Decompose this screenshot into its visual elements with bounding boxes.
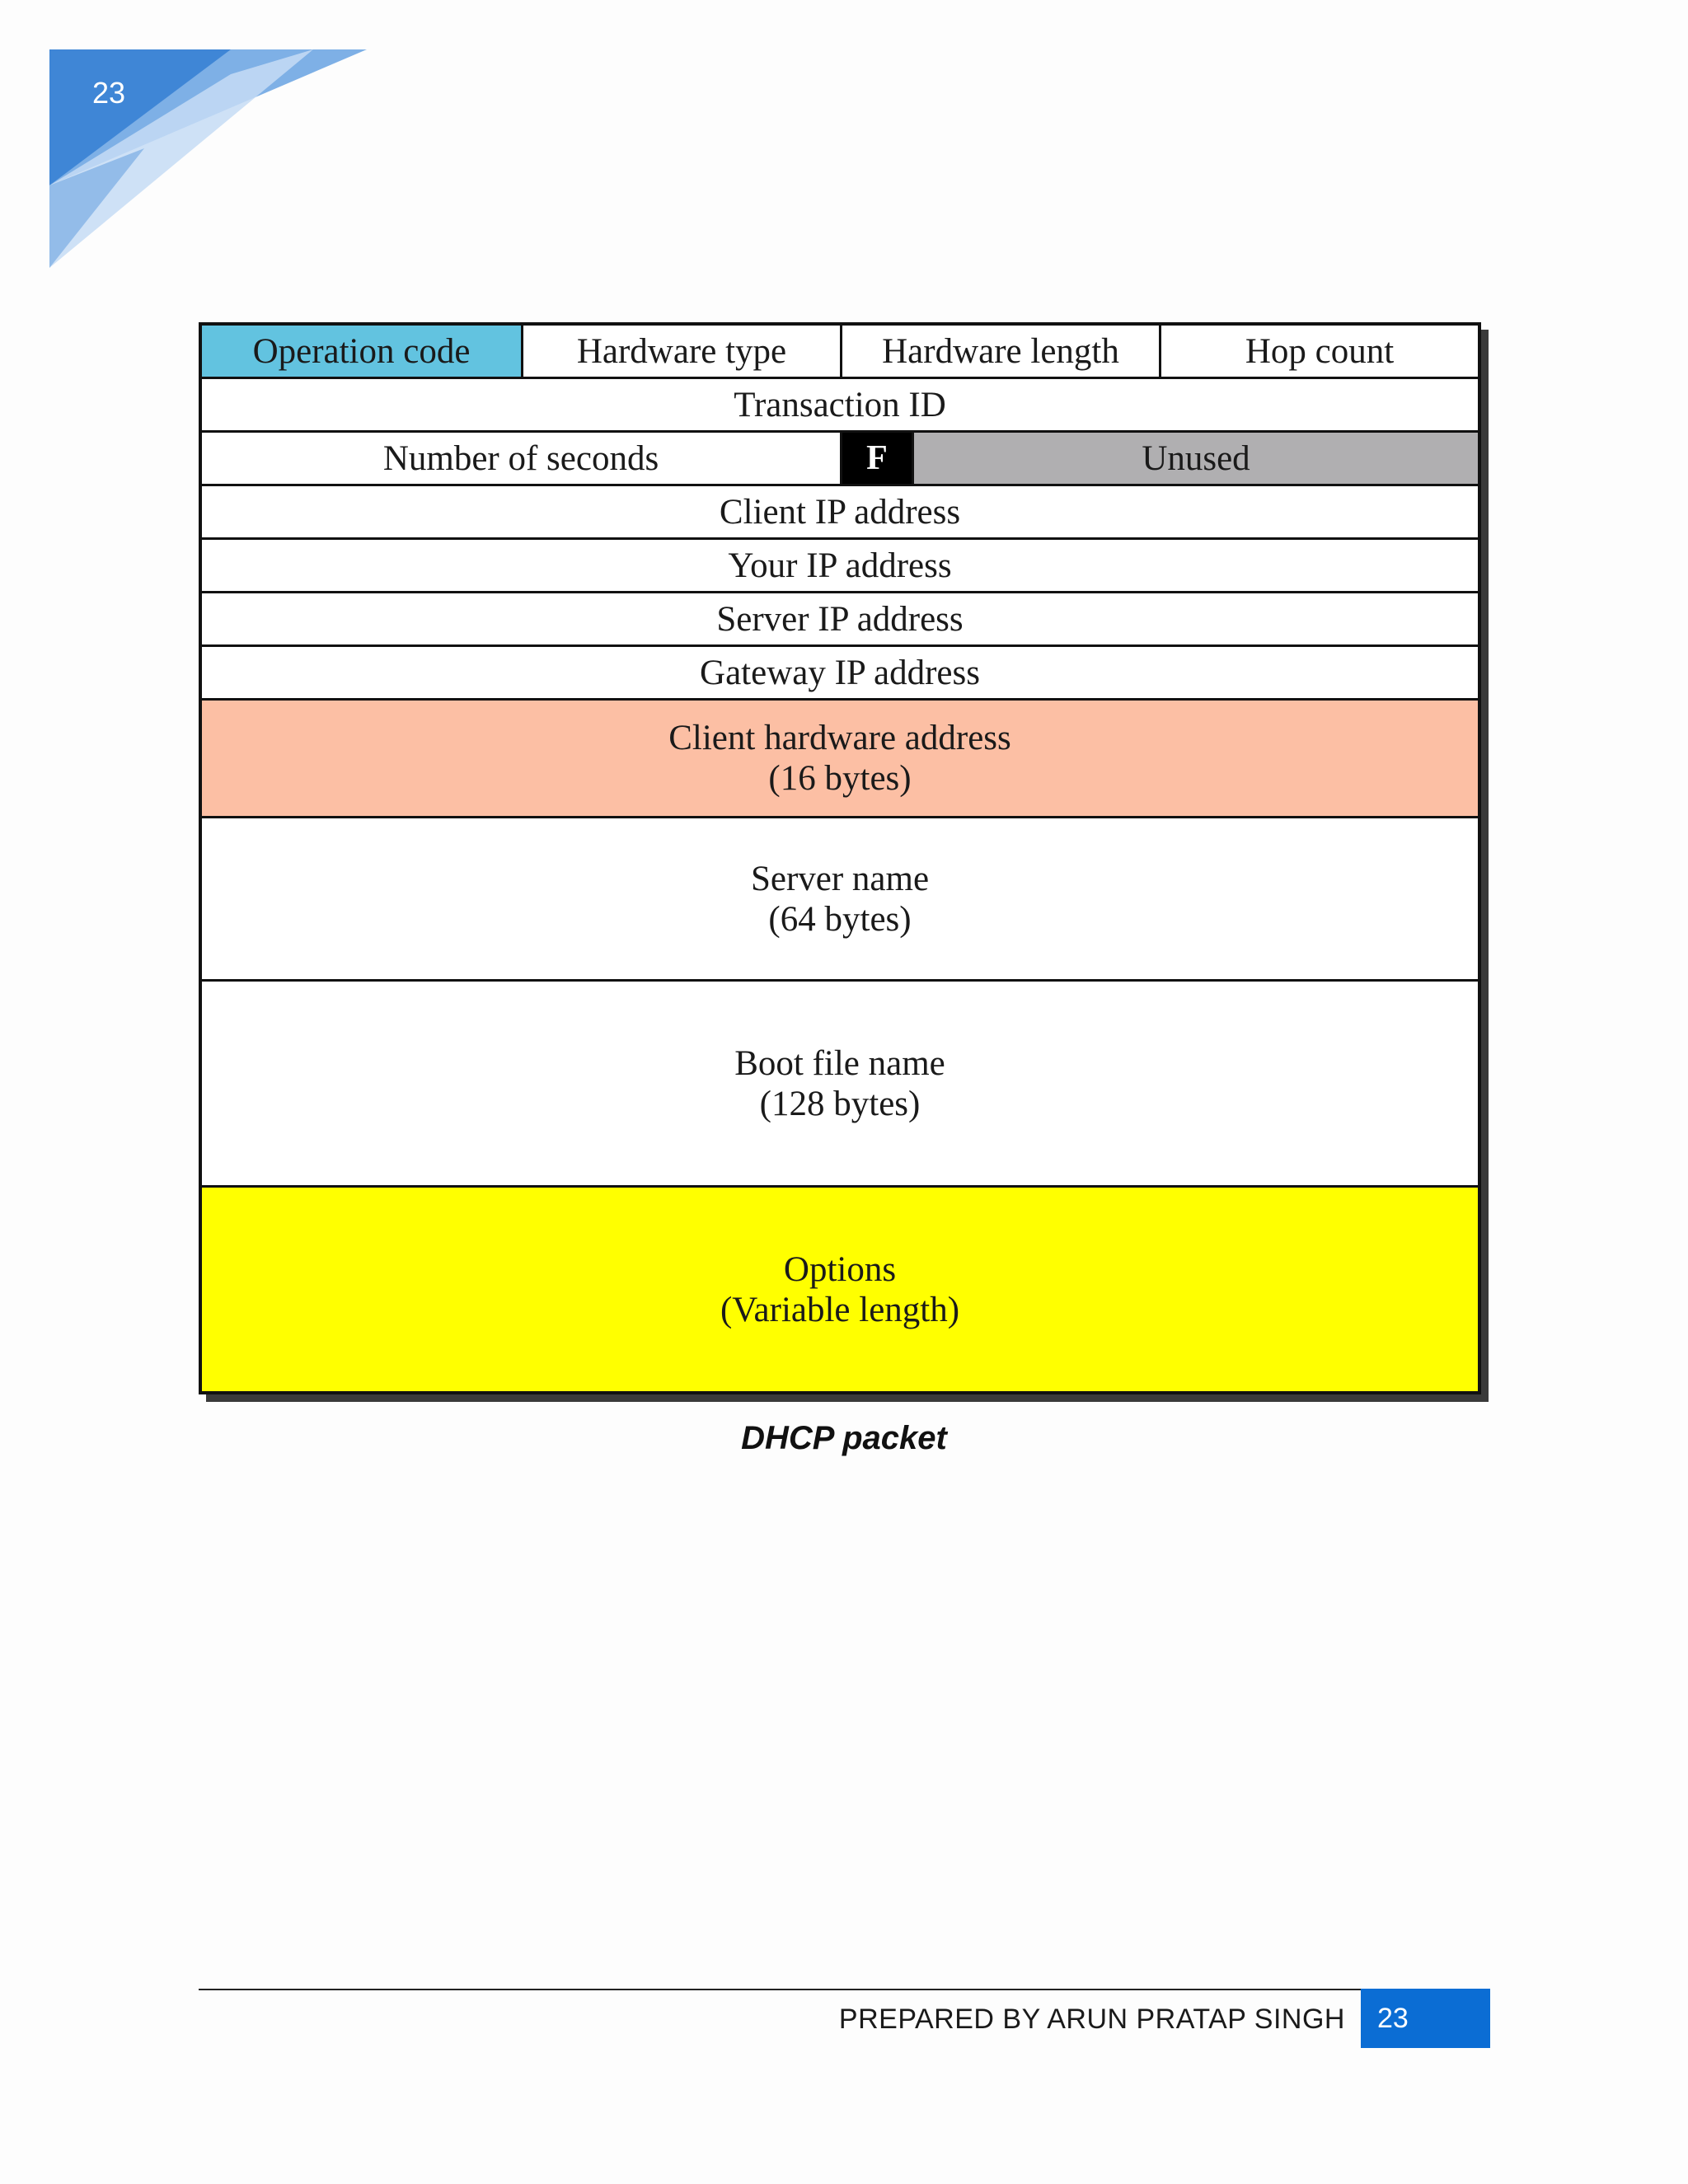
packet-row-11 — [202, 1188, 1478, 1391]
boot-file-label: Boot file name — [734, 1043, 945, 1083]
field-number-of-seconds: Number of seconds — [382, 438, 659, 478]
corner-triangles — [0, 0, 379, 280]
field-unused: Unused — [912, 433, 1478, 484]
field-operation-code: Operation code — [202, 326, 521, 377]
footer-page-number: 23 — [1361, 1989, 1490, 2048]
header-page-number: 23 — [92, 76, 126, 110]
field-hardware-type: Hardware type — [521, 326, 840, 377]
packet-row-4 — [202, 486, 1478, 540]
packet-row-2 — [202, 379, 1478, 433]
field-hardware-length: Hardware length — [840, 326, 1159, 377]
field-server-name — [202, 818, 1478, 979]
packet-row-10 — [202, 982, 1478, 1188]
server-name-size: (64 bytes) — [768, 899, 912, 939]
packet-row-9 — [202, 818, 1478, 982]
packet-row-3 — [202, 433, 1478, 486]
packet-row-1 — [202, 326, 1478, 379]
field-gateway-ip: Gateway IP address — [700, 653, 980, 692]
field-flag: F — [840, 433, 912, 484]
packet-row-5 — [202, 540, 1478, 593]
field-server-ip: Server IP address — [716, 599, 964, 639]
server-name-label: Server name — [750, 859, 930, 898]
options-label: Options — [783, 1249, 897, 1289]
packet-row-7 — [202, 647, 1478, 701]
field-transaction-id: Transaction ID — [734, 385, 946, 424]
field-options — [202, 1188, 1478, 1391]
field-your-ip: Your IP address — [728, 546, 952, 585]
field-hop-count: Hop count — [1159, 326, 1478, 377]
footer-prepared-by: PREPARED BY ARUN PRATAP SINGH — [838, 2004, 1345, 2035]
client-hw-label: Client hardware address — [668, 719, 1011, 757]
boot-file-size: (128 bytes) — [759, 1084, 921, 1123]
options-size: (Variable length) — [720, 1290, 960, 1329]
field-client-hardware-address — [202, 701, 1478, 816]
field-client-ip: Client IP address — [719, 492, 961, 532]
figure-caption: DHCP packet — [741, 1420, 947, 1456]
packet-row-8 — [202, 701, 1478, 818]
field-boot-file-name — [202, 982, 1478, 1185]
client-hw-size: (16 bytes) — [768, 759, 912, 798]
dhcp-packet-diagram — [199, 322, 1481, 1394]
footer-divider — [199, 1989, 1361, 1990]
packet-row-6 — [202, 593, 1478, 647]
